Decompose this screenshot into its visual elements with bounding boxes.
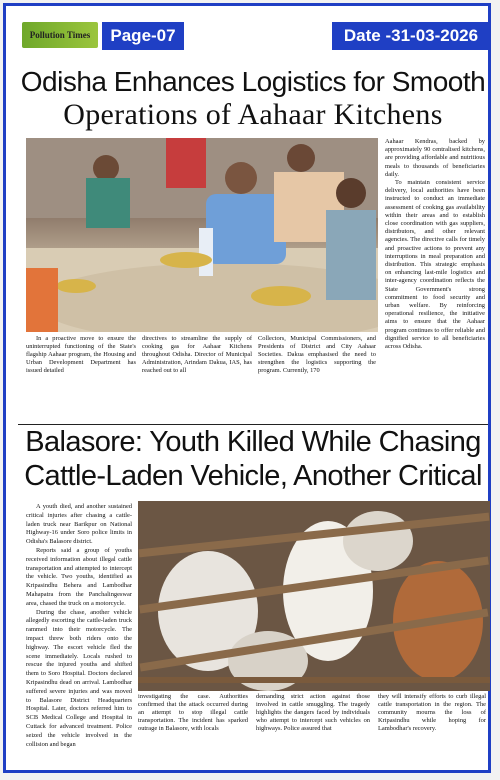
section-divider bbox=[18, 424, 488, 425]
page-number-badge: Page-07 bbox=[102, 22, 184, 50]
article2-paragraph: During the chase, another vehicle allegedly escorting the cattle-laden truck rammed into their motorcycle. The impact threw both riders onto the highway. The escort vehicle fled the scene immediately. Locals rushed to rescue the injured youths and shifted them to Soro Hospital. Doctors declared Kripasindhu dead on arrival. Lambodhar suffered severe injuries and was moved to Balasore District Headquarters Hospital. Later, doctors referred him to SCB Medical College and Hospital in Cuttack for advanced treatment. Police seized the vehicle involved in the collision and began bbox=[26, 608, 132, 748]
article2-photo bbox=[138, 501, 490, 691]
article2-body-col3 bbox=[256, 693, 370, 733]
article1-body-col2 bbox=[142, 335, 252, 375]
date-badge: Date -31-03-2026 bbox=[332, 22, 490, 50]
article2-paragraph: Reports said a group of youths received information about illegal cattle transportation and attempted to intercept the vehicle. Two youths, identified as Kripasindhu Behera and Lambodhar Mahapatra from the Panchalingeswar area, chased the truck on a motorcycle. bbox=[26, 546, 132, 607]
masthead bbox=[18, 20, 488, 54]
article2-paragraph: demanding strict action against those involved in cattle smuggling. The tragedy highlights the dangers faced by individuals who attempt to intercept such vehicles on highways. Police assured that bbox=[256, 693, 370, 733]
article1-paragraph: To maintain consistent service delivery, local authorities have been instructed to conduct an immediate assessment of cooking gas availability within their areas and to establish close coordination with gas suppliers, distributors, and other relevant agencies. The directive calls for timely and proactive actions to prevent any interruptions in meal preparation and distribution. This strategic emphasis on enhancing last-mile logistics and inter-agency coordination reflects the State Government's strong commitment to food security and urban welfare. By reinforcing operational resilience, the initiative aims to ensure that the Aahaar program continues to offer reliable and dignified service to all beneficiaries across Odisha. bbox=[385, 179, 485, 351]
article2-paragraph: A youth died, and another sustained critical injuries after chasing a cattle-laden truck near Barikpur on National Highway-16 under Soro police limits in Odisha's Balasore district. bbox=[26, 503, 132, 546]
article1-headline-line2: Operations of Aahaar Kitchens bbox=[63, 98, 443, 131]
kitchen-meal-illustration bbox=[26, 138, 378, 332]
article2-body-col2 bbox=[138, 693, 248, 733]
article1-body-right-col bbox=[385, 138, 485, 351]
article1-body-col3 bbox=[258, 335, 376, 375]
article2-paragraph: investigating the case. Authorities confirmed that the attack occurred during an attempt to stop illegal cattle transportation. The incident has sparked outrage in Balasore, with locals bbox=[138, 693, 248, 733]
article1-paragraph: directives to streamline the supply of cooking gas for Aahaar Kitchens throughout Odisha. Director of Municipal Administration, Arindam Dakua, IAS, has reached out to all bbox=[142, 335, 252, 375]
newspaper-page bbox=[3, 3, 491, 773]
article1-paragraph: Collectors, Municipal Commissioners, and Presidents of District and City Aahaar Societies. Dakua emphasised the need to strengthen the logistics supporting the program. Currently, 170 bbox=[258, 335, 376, 375]
article2-body-col4 bbox=[378, 693, 486, 733]
article2-body-left-col bbox=[26, 503, 132, 749]
article1-paragraph: In a proactive move to ensure the uninterrupted functioning of the State's flagship Aahaar program, the Housing and Urban Development Department has issued detailed bbox=[26, 335, 136, 375]
article2-headline-line1: Balasore: Youth Killed While Chasing bbox=[25, 426, 481, 458]
article1-paragraph: Aahaar Kendras, backed by approximately 90 centralised kitchens, are providing affordable and nutritious meals to thousands of beneficiaries daily. bbox=[385, 138, 485, 178]
article2-paragraph: they will intensify efforts to curb illegal cattle transportation in the region. The community mourns the loss of Kripasindhu while hoping for Lambodhar's recovery. bbox=[378, 693, 486, 733]
cattle-truck-illustration bbox=[138, 501, 490, 691]
article1-body-col1 bbox=[26, 335, 136, 375]
article1-photo bbox=[26, 138, 378, 332]
article1-headline-line1: Odisha Enhances Logistics for Smooth bbox=[20, 66, 486, 97]
article2-headline-line2: Cattle-Laden Vehicle, Another Critical bbox=[24, 460, 482, 492]
newspaper-logo: Pollution Times bbox=[22, 22, 98, 48]
